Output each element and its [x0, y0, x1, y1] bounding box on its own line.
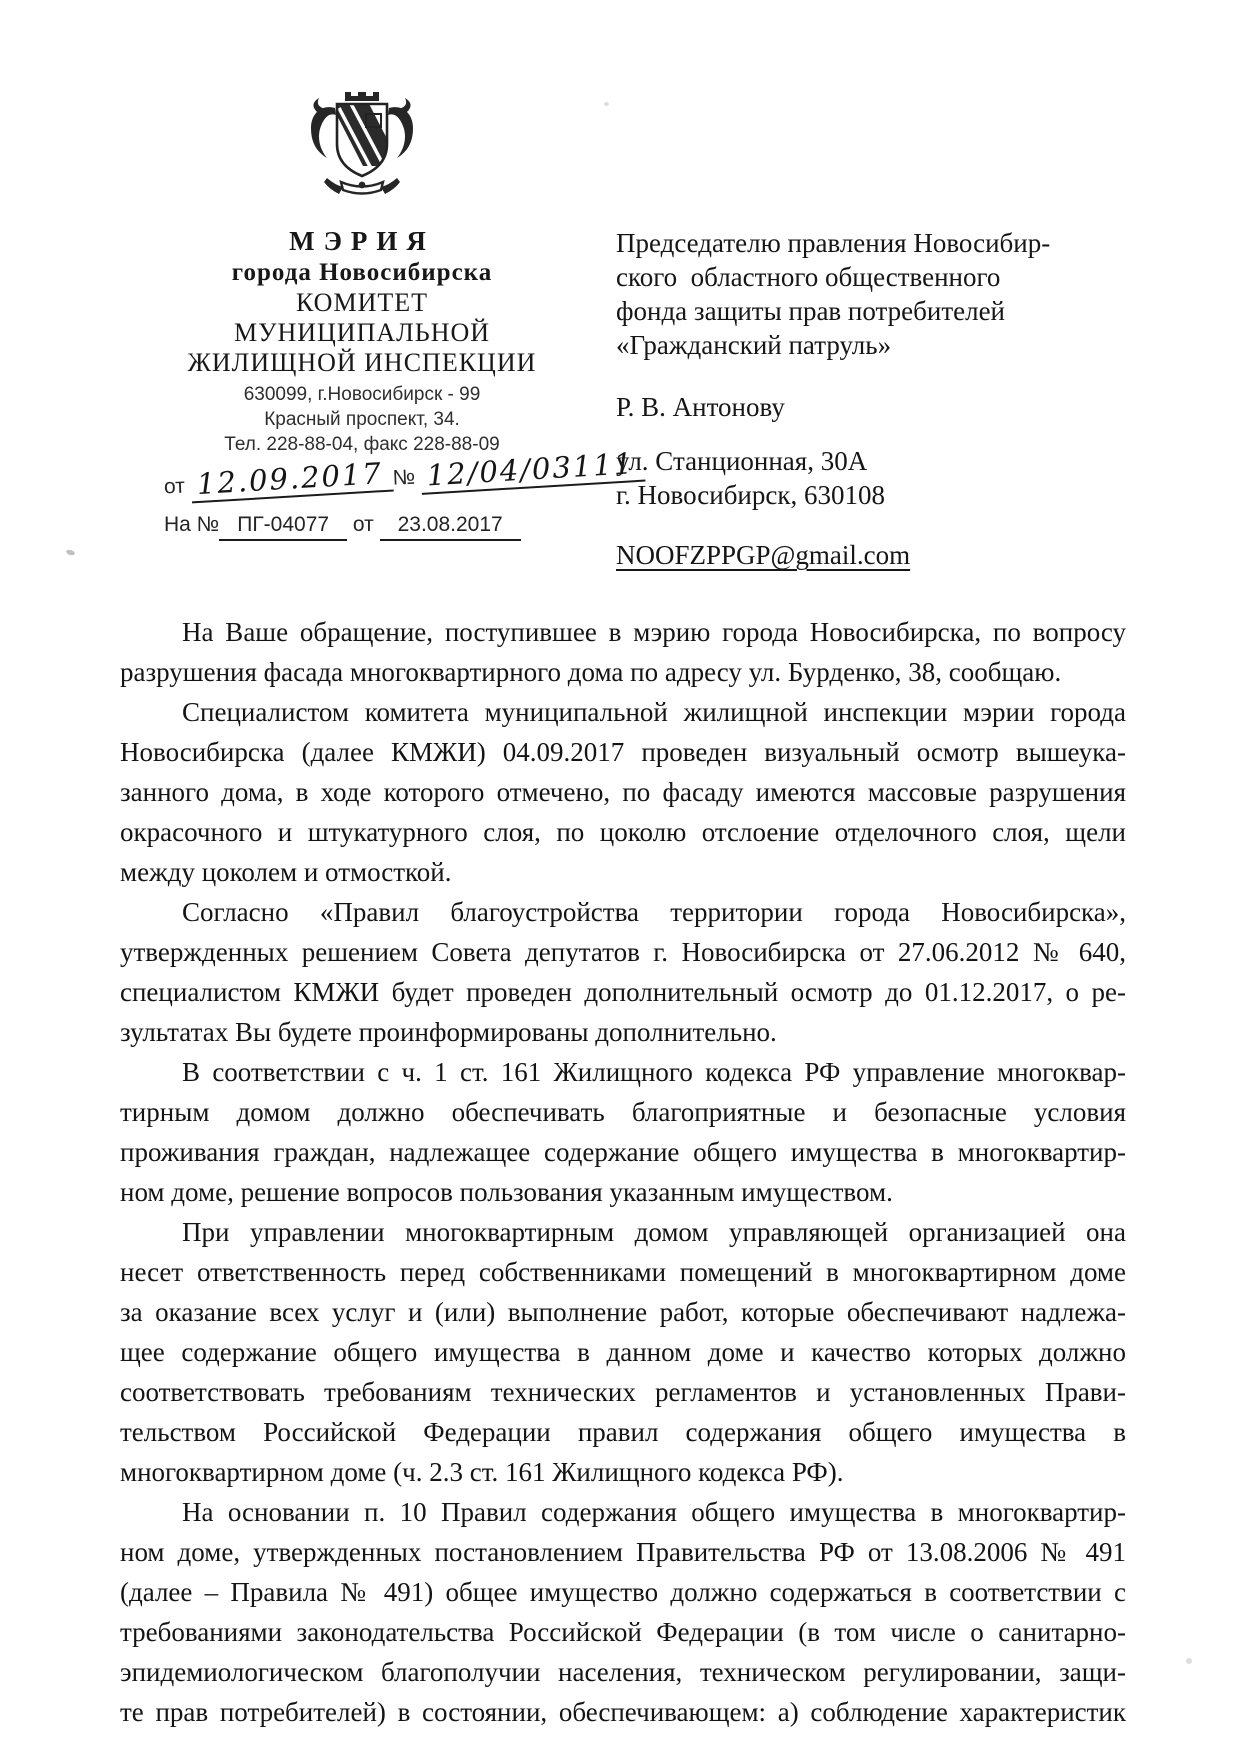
letter-body [120, 612, 1126, 1732]
novosibirsk-coat-of-arms-icon [299, 88, 425, 198]
incoming-reference-line [148, 513, 576, 541]
incoming-number: ПГ-04077 [219, 513, 347, 541]
outgoing-number-handwritten: 12/04/03111 [420, 448, 645, 495]
outgoing-from-label: от [163, 474, 186, 499]
outgoing-reference-line [147, 446, 636, 503]
outgoing-date-handwritten: 12.09.2017 [190, 458, 394, 504]
recipient-address: ул. Станционная, 30А г. Новосибирск, 630108 [616, 446, 885, 510]
outgoing-no-label: № [392, 465, 416, 490]
paragraph-1: На Ваше обращение, поступившее в мэрию города Новосибирска, по вопросу разрушения фасада многоквартирного дома по адресу ул. Бурденко, 38, сообщаю. [120, 617, 1126, 687]
org-address: 630099, г.Новосибирск - 99 Красный проспект, 34. Тел. 228-88-04, факс 228-88-09 [224, 384, 500, 455]
recipient-email: NOOFZPPGP@gmail.com [616, 540, 911, 570]
scan-speck [65, 549, 75, 557]
incoming-from-label: от [352, 513, 374, 536]
paragraph-4: В соответствии с ч. 1 ст. 161 Жилищного кодекса РФ управление многоквар- тирным домом должно обеспечивать благоприятные и безопасные условия проживания граждан, надлежащее содержание общего имущества в многоквартир- ном доме, решение вопросов пользования указанным имуществом. [120, 1057, 1126, 1207]
incoming-label: На № [164, 513, 220, 536]
recipient-organization: Председателю правления Новосибир- ского областного общественного фонда защиты прав потребителей «Гражданский патруль» [616, 228, 1051, 360]
org-name-line2: города Новосибирска [231, 259, 493, 286]
org-name-line1: МЭРИЯ [289, 226, 435, 256]
recipient-name: Р. В. Антонову [616, 392, 785, 422]
paragraph-5: При управлении многоквартирным домом управляющей организацией она несет ответственность перед собственниками помещений в многоквартирном доме за оказание всех услуг и (или) выполнение работ, которые обеспечивают надлежа- щее содержание общего имущества в данном доме и качество которых должно соответствовать требованиям технических регламентов и установленных Прави- тельством Российской Федерации правил содержания общего имущества в многоквартирном доме (ч. 2.3 ст. 161 Жилищного кодекса РФ). [120, 1217, 1126, 1487]
incoming-date: 23.08.2017 [380, 513, 521, 541]
paragraph-6: На основании п. 10 Правил содержания общего имущества в многоквартир- ном доме, утвержденных постановлением Правительства РФ от 13.08.2006 № 491 (далее – Правила № 491) общее имущество должно содержаться в соответствии с требованиями законодательства Российской Федерации (в том числе о санитарно- эпидемиологическом благополучии населения, техническом регулировании, защи- те прав потребителей) в состоянии, обеспечивающем: а) соблюдение характеристик [120, 1497, 1126, 1727]
recipient-block [616, 226, 1116, 572]
scan-speck [1186, 1658, 1192, 1664]
letterhead [148, 88, 636, 541]
org-name-line4: МУНИЦИПАЛЬНОЙ [233, 318, 491, 347]
org-name-line3: КОМИТЕТ [295, 288, 428, 317]
scan-speck [604, 102, 609, 106]
paragraph-2: Специалистом комитета муниципальной жилищной инспекции мэрии города Новосибирска (далее КМЖИ) 04.09.2017 проведен визуальный осмотр вышеука- занного дома, в ходе которого отмечено, по фасаду имеются массовые разрушения окрасочного и штукатурного слоя, по цоколю отслоение отделочного слоя, щели между цоколем и отмосткой. [120, 697, 1126, 887]
org-name-line5: ЖИЛИЩНОЙ ИНСПЕКЦИИ [187, 348, 537, 377]
paragraph-3: Согласно «Правил благоустройства территории города Новосибирска», утвержденных решением Совета депутатов г. Новосибирска от 27.06.2012 № 640, специалистом КМЖИ будет проведен дополнительный осмотр до 01.12.2017, о ре- зультатах Вы будете проинформированы дополнительно. [120, 897, 1126, 1047]
